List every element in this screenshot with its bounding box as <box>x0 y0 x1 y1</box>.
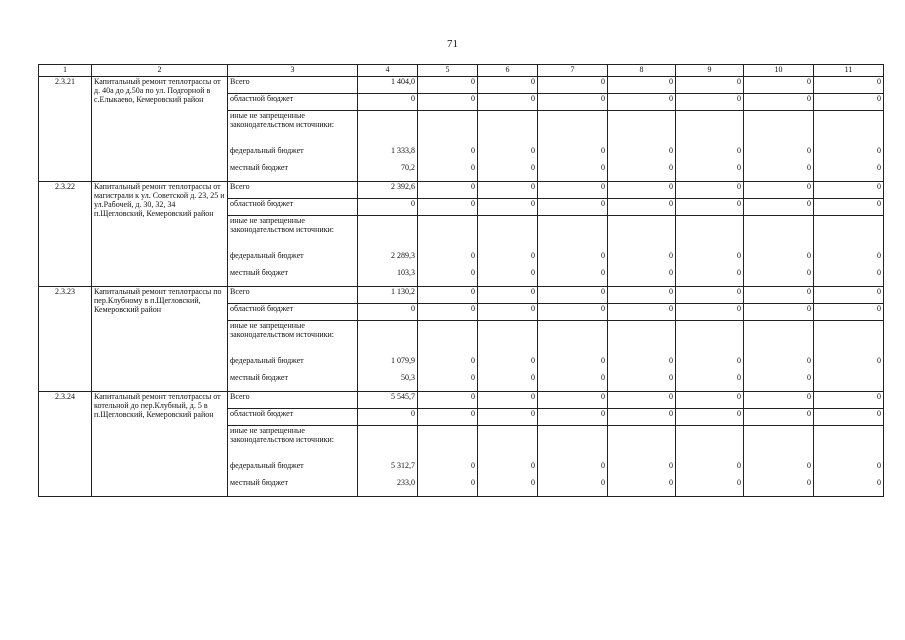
value-block <box>540 216 605 286</box>
value-cell <box>538 216 608 287</box>
value-local: 0 <box>737 163 741 172</box>
value-local: 0 <box>669 373 673 382</box>
value-cell: 0 <box>676 392 744 409</box>
value-federal: 0 <box>531 356 535 365</box>
value-cell: 0 <box>814 94 884 111</box>
value-cell: 0 <box>358 304 418 321</box>
value-federal: 1 079,9 <box>391 356 415 365</box>
value-block <box>480 216 535 286</box>
project-code: 2.3.21 <box>39 77 92 182</box>
value-cell: 0 <box>814 77 884 94</box>
source-label-local: местный бюджет <box>230 268 288 277</box>
source-label-local: местный бюджет <box>230 163 288 172</box>
value-cell: 0 <box>744 287 814 304</box>
value-cell: 0 <box>814 409 884 426</box>
project-name: Капитальный ремонт теплотрассы от котельной до пер.Клубный, д. 5 в п.Щегловский, Кемеровский район <box>92 392 228 497</box>
source-label-federal: федеральный бюджет <box>230 146 304 155</box>
value-cell: 0 <box>608 304 676 321</box>
value-cell <box>418 111 478 182</box>
value-local: 0 <box>877 163 881 172</box>
value-cell: 0 <box>608 94 676 111</box>
value-cell: 0 <box>538 182 608 199</box>
value-cell: 0 <box>676 94 744 111</box>
value-cell <box>538 111 608 182</box>
value-cell: 0 <box>608 199 676 216</box>
source-label-regional: областной бюджет <box>228 409 358 426</box>
value-cell <box>358 426 418 497</box>
value-cell <box>478 426 538 497</box>
value-federal: 1 333,8 <box>391 146 415 155</box>
value-local: 0 <box>531 373 535 382</box>
source-block <box>230 321 355 391</box>
value-cell: 0 <box>538 94 608 111</box>
value-block <box>360 426 415 496</box>
project-name: Капитальный ремонт теплотрассы от д. 40а до д.50а по ул. Подгорной в с.Елыкаево, Кемеровский район <box>92 77 228 182</box>
value-block <box>610 321 673 391</box>
value-block <box>610 111 673 181</box>
value-block <box>746 426 811 496</box>
value-local: 103,3 <box>397 268 415 277</box>
value-local: 0 <box>737 478 741 487</box>
value-federal: 0 <box>807 356 811 365</box>
value-cell: 0 <box>538 409 608 426</box>
value-federal: 0 <box>531 146 535 155</box>
value-cell: 0 <box>744 182 814 199</box>
value-cell: 0 <box>418 304 478 321</box>
source-label-federal: федеральный бюджет <box>230 461 304 470</box>
value-federal: 0 <box>877 251 881 260</box>
value-cell: 0 <box>358 94 418 111</box>
value-cell: 0 <box>608 392 676 409</box>
value-cell <box>478 216 538 287</box>
header-cell: 8 <box>608 65 676 77</box>
value-federal: 0 <box>807 146 811 155</box>
value-local: 0 <box>531 163 535 172</box>
value-federal: 0 <box>669 356 673 365</box>
value-cell: 0 <box>744 409 814 426</box>
value-block <box>816 111 881 181</box>
project-code: 2.3.24 <box>39 392 92 497</box>
source-label-regional: областной бюджет <box>228 94 358 111</box>
value-cell <box>418 216 478 287</box>
header-cell: 3 <box>228 65 358 77</box>
project-row-total <box>39 77 884 94</box>
value-cell: 0 <box>538 287 608 304</box>
header-cell: 7 <box>538 65 608 77</box>
value-block <box>678 426 741 496</box>
value-federal: 0 <box>877 146 881 155</box>
value-federal: 2 289,3 <box>391 251 415 260</box>
value-local: 0 <box>669 478 673 487</box>
value-cell: 0 <box>744 304 814 321</box>
value-cell <box>608 321 676 392</box>
value-block <box>540 111 605 181</box>
header-cell: 4 <box>358 65 418 77</box>
project-name: Капитальный ремонт теплотрассы по пер.Клубному в п.Щегловский, Кемеровский район <box>92 287 228 392</box>
value-cell: 0 <box>478 182 538 199</box>
value-cell: 0 <box>608 182 676 199</box>
value-local: 0 <box>471 268 475 277</box>
source-label-other-text: иные не запрещенные законодательством источники: <box>230 111 335 129</box>
value-local: 0 <box>531 478 535 487</box>
value-cell: 0 <box>358 409 418 426</box>
value-cell <box>478 321 538 392</box>
value-cell: 0 <box>478 94 538 111</box>
value-cell: 0 <box>418 182 478 199</box>
value-block <box>610 426 673 496</box>
value-cell: 0 <box>676 304 744 321</box>
value-federal: 0 <box>601 251 605 260</box>
value-cell <box>358 216 418 287</box>
value-cell: 0 <box>478 392 538 409</box>
value-federal: 0 <box>737 356 741 365</box>
value-cell <box>676 111 744 182</box>
value-cell: 0 <box>418 77 478 94</box>
source-block <box>230 216 355 286</box>
value-local: 0 <box>807 163 811 172</box>
value-block <box>360 216 415 286</box>
page-number: 71 <box>447 38 458 50</box>
value-cell <box>676 426 744 497</box>
value-cell <box>744 426 814 497</box>
value-federal: 0 <box>601 146 605 155</box>
value-cell <box>744 216 814 287</box>
value-cell <box>676 216 744 287</box>
value-cell: 0 <box>538 77 608 94</box>
value-local: 0 <box>601 478 605 487</box>
value-federal: 0 <box>807 251 811 260</box>
value-cell: 0 <box>814 392 884 409</box>
value-cell: 0 <box>744 94 814 111</box>
value-cell: 0 <box>814 304 884 321</box>
value-block <box>480 426 535 496</box>
value-cell: 0 <box>538 392 608 409</box>
value-cell <box>608 216 676 287</box>
value-federal: 0 <box>471 461 475 470</box>
value-local: 70,2 <box>401 163 415 172</box>
value-local: 0 <box>877 268 881 277</box>
value-local: 0 <box>471 478 475 487</box>
source-label-total: Всего <box>228 77 358 94</box>
value-cell: 0 <box>676 409 744 426</box>
value-block <box>816 426 881 496</box>
value-local: 0 <box>669 163 673 172</box>
value-local: 0 <box>737 373 741 382</box>
header-cell: 10 <box>744 65 814 77</box>
value-local: 0 <box>531 268 535 277</box>
value-federal: 0 <box>669 146 673 155</box>
value-block <box>360 111 415 181</box>
value-local: 0 <box>669 268 673 277</box>
value-local: 0 <box>807 268 811 277</box>
value-cell: 0 <box>814 199 884 216</box>
value-local: 0 <box>601 373 605 382</box>
value-federal: 0 <box>737 461 741 470</box>
value-cell: 0 <box>358 199 418 216</box>
value-block <box>610 216 673 286</box>
project-name: Капитальный ремонт теплотрассы от магистрали к ул. Советской д. 23, 25 и ул.Рабочей, д. 30, 32, 34 п.Щегловский, Кемеровский район <box>92 182 228 287</box>
value-cell: 0 <box>478 304 538 321</box>
source-label-other <box>228 111 358 182</box>
value-cell <box>478 111 538 182</box>
header-cell: 2 <box>92 65 228 77</box>
value-cell <box>538 426 608 497</box>
value-cell: 2 392,6 <box>358 182 418 199</box>
value-cell <box>358 321 418 392</box>
source-label-other <box>228 426 358 497</box>
value-cell <box>418 321 478 392</box>
value-cell <box>744 321 814 392</box>
value-federal: 0 <box>471 251 475 260</box>
value-cell: 0 <box>608 409 676 426</box>
source-label-total: Всего <box>228 392 358 409</box>
value-local: 233,0 <box>397 478 415 487</box>
value-cell <box>814 426 884 497</box>
value-cell: 0 <box>418 287 478 304</box>
header-row <box>39 65 884 77</box>
project-row-total <box>39 287 884 304</box>
value-block <box>540 426 605 496</box>
value-cell: 1 130,2 <box>358 287 418 304</box>
value-cell: 0 <box>814 182 884 199</box>
value-federal: 0 <box>601 461 605 470</box>
value-federal: 0 <box>531 461 535 470</box>
source-label-other-text: иные не запрещенные законодательством источники: <box>230 321 335 339</box>
value-block <box>360 321 415 391</box>
value-cell: 0 <box>608 77 676 94</box>
value-federal: 0 <box>877 356 881 365</box>
value-cell <box>608 111 676 182</box>
value-cell <box>608 426 676 497</box>
value-local: 0 <box>807 373 811 382</box>
header-cell: 5 <box>418 65 478 77</box>
value-block <box>420 111 475 181</box>
value-federal: 0 <box>669 461 673 470</box>
source-label-federal: федеральный бюджет <box>230 251 304 260</box>
value-cell: 0 <box>418 392 478 409</box>
source-label-federal: федеральный бюджет <box>230 356 304 365</box>
value-cell <box>418 426 478 497</box>
value-cell <box>358 111 418 182</box>
value-cell: 0 <box>478 287 538 304</box>
value-local: 0 <box>601 268 605 277</box>
source-label-other-text: иные не запрещенные законодательством источники: <box>230 216 335 234</box>
source-label-other <box>228 216 358 287</box>
source-label-regional: областной бюджет <box>228 304 358 321</box>
header-cell: 9 <box>676 65 744 77</box>
value-local: 0 <box>877 478 881 487</box>
value-federal: 0 <box>737 146 741 155</box>
value-block <box>746 111 811 181</box>
header-cell: 6 <box>478 65 538 77</box>
project-row-total <box>39 182 884 199</box>
source-label-other <box>228 321 358 392</box>
value-cell: 0 <box>418 199 478 216</box>
source-label-total: Всего <box>228 287 358 304</box>
value-cell: 5 545,7 <box>358 392 418 409</box>
value-cell <box>814 216 884 287</box>
header-cell: 11 <box>814 65 884 77</box>
value-block <box>480 321 535 391</box>
header-cell: 1 <box>39 65 92 77</box>
value-cell: 0 <box>478 409 538 426</box>
value-cell <box>676 321 744 392</box>
value-cell: 0 <box>478 199 538 216</box>
value-cell: 0 <box>676 77 744 94</box>
value-local: 0 <box>471 163 475 172</box>
value-local: 0 <box>601 163 605 172</box>
value-block <box>480 111 535 181</box>
budget-table <box>38 64 884 497</box>
value-local: 0 <box>737 268 741 277</box>
value-cell: 0 <box>744 199 814 216</box>
value-cell: 1 404,0 <box>358 77 418 94</box>
value-federal: 0 <box>471 146 475 155</box>
value-block <box>678 111 741 181</box>
value-cell: 0 <box>676 287 744 304</box>
value-cell: 0 <box>814 287 884 304</box>
source-label-other-text: иные не запрещенные законодательством источники: <box>230 426 335 444</box>
project-code: 2.3.22 <box>39 182 92 287</box>
value-federal: 0 <box>737 251 741 260</box>
value-block <box>540 321 605 391</box>
value-cell <box>538 321 608 392</box>
value-federal: 0 <box>669 251 673 260</box>
value-cell: 0 <box>676 199 744 216</box>
value-block <box>678 216 741 286</box>
value-cell: 0 <box>676 182 744 199</box>
value-federal: 0 <box>601 356 605 365</box>
value-block <box>816 216 881 286</box>
value-block <box>420 426 475 496</box>
value-block <box>816 321 881 391</box>
value-local: 50,3 <box>401 373 415 382</box>
value-federal: 0 <box>531 251 535 260</box>
source-label-local: местный бюджет <box>230 478 288 487</box>
value-cell: 0 <box>744 77 814 94</box>
source-label-total: Всего <box>228 182 358 199</box>
value-cell <box>814 321 884 392</box>
source-block <box>230 111 355 181</box>
value-block <box>678 321 741 391</box>
value-local: 0 <box>471 373 475 382</box>
value-block <box>420 216 475 286</box>
value-cell: 0 <box>478 77 538 94</box>
value-block <box>746 216 811 286</box>
value-cell: 0 <box>744 392 814 409</box>
value-cell: 0 <box>608 287 676 304</box>
value-cell: 0 <box>418 409 478 426</box>
value-cell <box>744 111 814 182</box>
value-block <box>420 321 475 391</box>
project-row-total <box>39 392 884 409</box>
project-code: 2.3.23 <box>39 287 92 392</box>
value-cell: 0 <box>418 94 478 111</box>
source-block <box>230 426 355 496</box>
value-block <box>746 321 811 391</box>
value-cell: 0 <box>538 199 608 216</box>
value-federal: 0 <box>807 461 811 470</box>
value-federal: 0 <box>471 356 475 365</box>
source-label-regional: областной бюджет <box>228 199 358 216</box>
value-cell <box>814 111 884 182</box>
value-federal: 0 <box>877 461 881 470</box>
value-local: 0 <box>807 478 811 487</box>
value-federal: 5 312,7 <box>391 461 415 470</box>
value-cell: 0 <box>538 304 608 321</box>
source-label-local: местный бюджет <box>230 373 288 382</box>
